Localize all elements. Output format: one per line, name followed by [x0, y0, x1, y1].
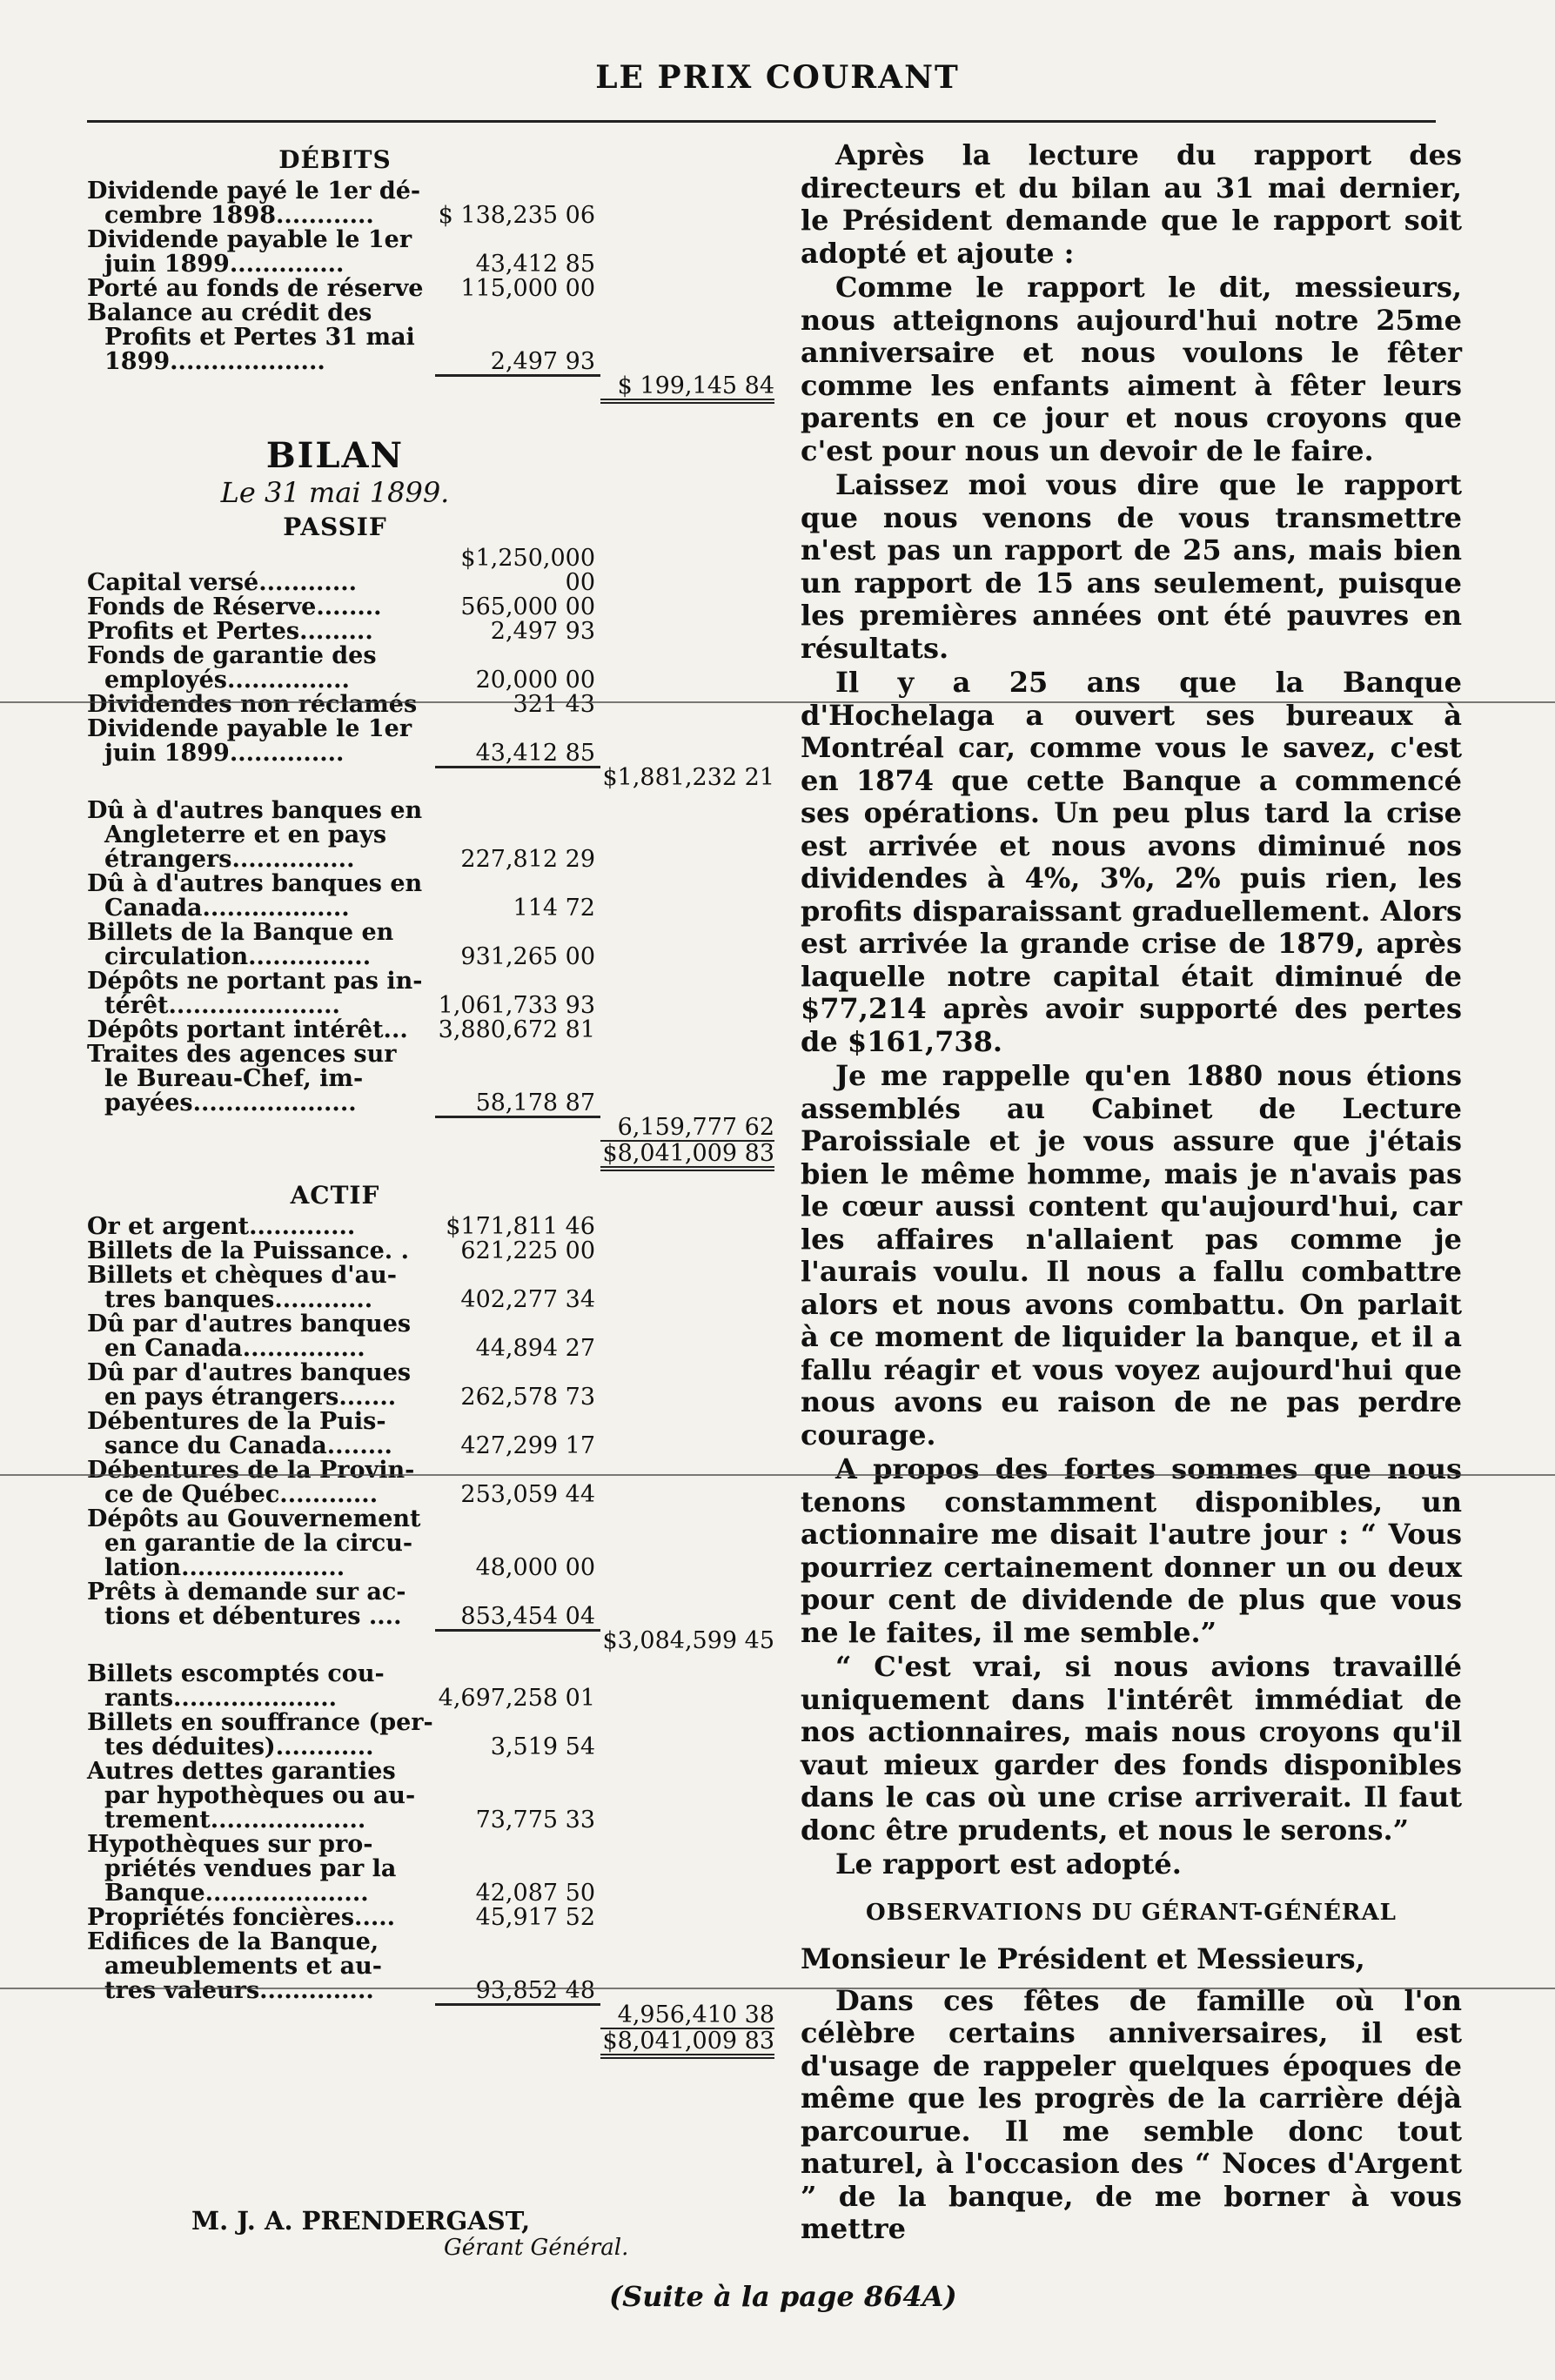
ledger-amount: 2,497 93 — [490, 348, 595, 375]
passif-table-2 — [87, 799, 783, 1116]
scan-fold-line — [0, 701, 1555, 703]
ledger-row — [87, 1215, 783, 1239]
ledger-row — [87, 1434, 783, 1458]
ledger-amount: 43,412 85 — [475, 251, 595, 278]
actif-double-rule — [87, 2054, 783, 2059]
report-paragraph: Après la lecture du rapport des directeurs et du bilan au 31 mai dernier, le Président demande que le rapport soit adopté et ajoute : — [801, 138, 1462, 270]
ledger-label: Fonds de Réserve........ — [87, 593, 382, 620]
ledger-row — [87, 741, 783, 766]
ledger-row — [87, 1043, 783, 1067]
ledger-amount: 3,519 54 — [490, 1733, 595, 1760]
ledger-row — [87, 1264, 783, 1288]
ledger-label: payées.................... — [104, 1089, 357, 1116]
ledger-amount: 853,454 04 — [460, 1603, 595, 1630]
ledger-label: Banque.................... — [104, 1880, 369, 1907]
ledger-label: Profits et Pertes 31 mai — [104, 324, 415, 351]
ledger-row — [87, 1580, 783, 1605]
ledger-label: juin 1899.............. — [104, 740, 345, 767]
ledger-row — [87, 848, 783, 872]
ledger-amount: 1,061,733 93 — [438, 992, 595, 1019]
ledger-row — [87, 1507, 783, 1532]
ledger-label: Billets de la Puissance. . — [87, 1237, 409, 1264]
closing-paragraph: Dans ces fêtes de famille où l'on célèbre certains anniversaires, il est d'usage de rappeler quelques époques de même que les progrès de la carrière déjà parcourue. Il me semble donc tout naturel, à l'occasion des “ Noces d'Argent ” de la banque, de me borner à vous mettre — [801, 1983, 1462, 2245]
debits-table — [87, 179, 783, 374]
passif-table-1 — [87, 546, 783, 766]
ledger-row — [87, 717, 783, 741]
ledger-label: Balance au crédit des — [87, 299, 372, 326]
ledger-label: Or et argent............. — [87, 1213, 356, 1240]
ledger-amount: 402,277 34 — [460, 1286, 595, 1313]
ledger-row — [87, 1605, 783, 1629]
bilan-date: Le 31 mai 1899. — [220, 476, 450, 509]
ledger-row — [87, 1662, 783, 1686]
ledger-label: Profits et Pertes......... — [87, 618, 373, 645]
ledger-amount: 114 72 — [513, 895, 595, 922]
ledger-label: sance du Canada........ — [104, 1432, 392, 1459]
ledger-label: ce de Québec............ — [104, 1481, 379, 1508]
text-column — [801, 139, 1462, 2248]
ledger-label: tes déduites)............ — [104, 1733, 374, 1760]
ledger-amount: 20,000 00 — [475, 667, 595, 694]
ledger-row — [87, 1091, 783, 1116]
ledger-label: Capital versé............ — [87, 569, 358, 596]
ledger-label: Débentures de la Provin- — [87, 1457, 415, 1484]
financial-statement-column — [87, 139, 783, 2059]
ledger-row — [87, 1288, 783, 1312]
ledger-row — [87, 1833, 783, 1857]
ledger-label: ameublements et au- — [104, 1953, 383, 1980]
salutation: Monsieur le Président et Messieurs, — [801, 1942, 1365, 1975]
ledger-row — [87, 1711, 783, 1735]
ledger-amount: 73,775 33 — [475, 1807, 595, 1834]
ledger-label: 1899................... — [104, 348, 325, 375]
passif-double-rule — [87, 1166, 783, 1171]
ledger-label: tres banques............ — [104, 1286, 373, 1313]
ledger-row — [87, 823, 783, 848]
ledger-label: par hypothèques ou au- — [104, 1782, 416, 1809]
ledger-label: Dépôts ne portant pas in- — [87, 968, 423, 995]
ledger-label: lation.................... — [104, 1554, 345, 1581]
ledger-row — [87, 546, 783, 595]
ledger-label: Dépôts au Gouvernement — [87, 1505, 421, 1532]
passif-subtotal-2-row — [87, 1116, 783, 1140]
ledger-row — [87, 994, 783, 1018]
passif-total-row — [87, 1140, 783, 1166]
report-paragraph: Je me rappelle qu'en 1880 nous étions assemblés au Cabinet de Lecture Paroissiale et je vous assure que j'étais bien le même homme, mais je n'avais pas le cœur aussi content qu'aujourd'hui, car les affaires n'allaient pas comme je l'aurais voulu. Il nous a fallu combattre alors et nous avons combattu. On parlait à ce moment de liquider la banque, et il a fallu réagir et vous voyez aujourd'hui que nous avons eu raison de ne pas perdre courage. — [801, 1059, 1462, 1451]
debits-double-rule — [87, 399, 783, 404]
ledger-amount: $1,250,000 00 — [460, 545, 595, 596]
ledger-amount: 3,880,672 81 — [438, 1016, 595, 1043]
debits-total: $ 199,145 84 — [617, 372, 774, 399]
ledger-label: Dû à d'autres banques en — [87, 797, 423, 824]
passif-subtotal-1-row — [87, 766, 783, 790]
ledger-amount: 4,697,258 01 — [438, 1685, 595, 1712]
ledger-row — [87, 301, 783, 325]
ledger-amount: 565,000 00 — [460, 593, 595, 620]
ledger-row — [87, 277, 783, 301]
passif-subtotal-1: $1,881,232 21 — [602, 764, 774, 791]
ledger-row — [87, 1784, 783, 1808]
ledger-row — [87, 1018, 783, 1043]
report-paragraph: A propos des fortes sommes que nous tenons constamment disponibles, un actionnaire me disait l'autre jour : “ Vous pourriez certainement donner un ou deux pour cent de dividende de plus que vous ne le faites, il me semble.” — [801, 1452, 1462, 1649]
actif-title: ACTIF — [290, 1181, 380, 1210]
ledger-row — [87, 644, 783, 668]
ledger-row — [87, 204, 783, 228]
ledger-label: Fonds de garantie des — [87, 642, 377, 669]
ledger-row — [87, 1760, 783, 1784]
header-rule — [87, 120, 1436, 123]
ledger-row — [87, 1808, 783, 1833]
ledger-row — [87, 1906, 783, 1930]
passif-subtotal-2: 6,159,777 62 — [617, 1114, 774, 1141]
ledger-label: en garantie de la circu- — [104, 1530, 413, 1557]
ledger-row — [87, 350, 783, 374]
ledger-amount: 93,852 48 — [475, 1977, 595, 2004]
ledger-label: rants.................... — [104, 1685, 338, 1712]
ledger-row — [87, 1954, 783, 1979]
ledger-row — [87, 1556, 783, 1580]
ledger-row — [87, 1857, 783, 1881]
ledger-row — [87, 945, 783, 969]
ledger-label: Prêts à demande sur ac- — [87, 1579, 406, 1606]
ledger-amount: $ 138,235 06 — [438, 202, 595, 229]
passif-total: $8,041,009 83 — [600, 1140, 774, 1166]
actif-subtotal-2-row — [87, 2003, 783, 2028]
scan-fold-line — [0, 1474, 1555, 1476]
ledger-label: Billets en souffrance (per- — [87, 1709, 433, 1736]
scan-fold-line — [0, 1988, 1555, 1989]
ledger-row — [87, 1361, 783, 1385]
actif-subtotal-2: 4,956,410 38 — [617, 2001, 774, 2028]
ledger-label: Dû par d'autres banques — [87, 1311, 412, 1337]
ledger-amount: $171,811 46 — [446, 1213, 595, 1240]
ledger-row — [87, 1239, 783, 1264]
ledger-label: Dépôts portant intérêt... — [87, 1016, 408, 1043]
actif-total: $8,041,009 83 — [600, 2028, 774, 2054]
ledger-row — [87, 921, 783, 945]
ledger-amount: 45,917 52 — [475, 1904, 595, 1931]
ledger-label: Dividendes non réclamés — [87, 691, 418, 718]
ledger-row — [87, 595, 783, 620]
ledger-row — [87, 1410, 783, 1434]
ledger-row — [87, 668, 783, 693]
ledger-label: Dividende payé le 1er dé- — [87, 178, 421, 204]
actif-subtotal-1-row — [87, 1629, 783, 1653]
ledger-label: Hypothèques sur pro- — [87, 1831, 373, 1858]
ledger-row — [87, 1735, 783, 1760]
passif-title: PASSIF — [283, 513, 387, 541]
ledger-label: térêt..................... — [104, 992, 340, 1019]
ledger-label: Billets escomptés cou- — [87, 1660, 385, 1687]
ledger-row — [87, 1979, 783, 2003]
ledger-amount: 43,412 85 — [475, 740, 595, 767]
ledger-row — [87, 1881, 783, 1906]
ledger-row — [87, 1067, 783, 1091]
ledger-label: en pays étrangers....... — [104, 1384, 397, 1411]
report-paragraphs — [801, 139, 1462, 1881]
ledger-label: Dû par d'autres banques — [87, 1359, 412, 1386]
bilan-title: BILAN — [265, 435, 405, 476]
ledger-label: trement................... — [104, 1807, 366, 1834]
ledger-row — [87, 1483, 783, 1507]
ledger-row — [87, 1686, 783, 1711]
report-paragraph: Il y a 25 ans que la Banque d'Hochelaga a ouvert ses bureaux à Montréal car, comme vous le savez, c'est en 1874 que cette Banque a commencé ses opérations. Un peu plus tard la crise est arrivée et nous avons diminué nos dividendes à 4%, 3%, 2% puis rien, les profits disparaissant graduellement. Alors est arrivée la grande crise de 1879, après laquelle notre capital était diminué de $77,214 après avoir supporté des pertes de $161,738. — [801, 666, 1462, 1058]
ledger-amount: 621,225 00 — [460, 1237, 595, 1264]
report-paragraph: Comme le rapport le dit, messieurs, nous atteignons aujourd'hui notre 25me anniversaire et nous voulons le fêter comme les enfants aiment à fêter leurs parents en ce jour et nous croyons que c'est pour nous un devoir de le faire. — [801, 271, 1462, 467]
report-paragraph: “ C'est vrai, si nous avions travaillé uniquement dans l'intérêt immédiat de nos actionnaires, mais nous croyons qu'il vaut mieux garder des fonds disponibles dans le cas où une crise arriverait. Il faut donc être prudents, et nous le serons.” — [801, 1650, 1462, 1847]
ledger-amount: 253,059 44 — [460, 1481, 595, 1508]
ledger-row — [87, 872, 783, 896]
ledger-amount: 48,000 00 — [475, 1554, 595, 1581]
ledger-label: le Bureau-Chef, im- — [104, 1065, 364, 1092]
ledger-row — [87, 252, 783, 277]
ledger-label: tres valeurs.............. — [104, 1977, 374, 2004]
ledger-amount: 42,087 50 — [475, 1880, 595, 1907]
ledger-label: priétés vendues par la — [104, 1855, 397, 1882]
ledger-label: tions et débentures .... — [104, 1603, 402, 1630]
ledger-amount: 227,812 29 — [460, 846, 595, 873]
ledger-label: Canada.................. — [104, 895, 350, 922]
report-paragraph: Laissez moi vous dire que le rapport que nous venons de vous transmettre n'est pas un rapport de 25 ans, mais bien un rapport de 15 ans seulement, puisque les premières années ont été pauvres en résultats. — [801, 468, 1462, 665]
ledger-amount: 2,497 93 — [490, 618, 595, 645]
ledger-amount: 321 43 — [513, 691, 595, 718]
ledger-label: circulation............... — [104, 943, 372, 970]
ledger-row — [87, 620, 783, 644]
ledger-label: Débentures de la Puis- — [87, 1408, 386, 1435]
ledger-row — [87, 969, 783, 994]
continuation-note: (Suite à la page 864A) — [609, 2280, 957, 2313]
ledger-row — [87, 693, 783, 717]
signature-name: M. J. A. PRENDERGAST, — [191, 2206, 531, 2236]
ledger-row — [87, 325, 783, 350]
actif-table-1 — [87, 1215, 783, 1629]
ledger-label: étrangers............... — [104, 846, 355, 873]
ledger-row — [87, 1312, 783, 1337]
ledger-row — [87, 799, 783, 823]
ledger-label: Edifices de la Banque, — [87, 1928, 379, 1955]
ledger-row — [87, 896, 783, 921]
ledger-label: Traites des agences sur — [87, 1041, 397, 1068]
ledger-amount: 427,299 17 — [460, 1432, 595, 1459]
actif-total-row — [87, 2028, 783, 2054]
ledger-label: Billets et chèques d'au- — [87, 1262, 397, 1289]
ledger-amount: 262,578 73 — [460, 1384, 595, 1411]
ledger-label: Autres dettes garanties — [87, 1758, 396, 1785]
ledger-row — [87, 1458, 783, 1483]
ledger-label: Angleterre et en pays — [104, 821, 387, 848]
ledger-label: Dû à d'autres banques en — [87, 870, 423, 897]
signature-role: Gérant Général. — [444, 2235, 629, 2261]
ledger-label: Propriétés foncières..... — [87, 1904, 396, 1931]
ledger-amount: 931,265 00 — [460, 943, 595, 970]
ledger-label: cembre 1898............ — [104, 202, 374, 229]
ledger-amount: 44,894 27 — [475, 1335, 595, 1362]
ledger-label: en Canada............... — [104, 1335, 365, 1362]
ledger-row — [87, 1385, 783, 1410]
debits-title: DÉBITS — [278, 145, 392, 174]
debits-total-row — [87, 374, 783, 399]
ledger-label: Dividende payable le 1er — [87, 226, 412, 253]
ledger-label: juin 1899.............. — [104, 251, 345, 278]
actif-table-2 — [87, 1662, 783, 2003]
ledger-row — [87, 1532, 783, 1556]
ledger-label: Billets de la Banque en — [87, 919, 394, 946]
page-header: LE PRIX COURANT — [595, 59, 960, 96]
ledger-label: employés............... — [104, 667, 350, 694]
ledger-row — [87, 1337, 783, 1361]
observations-title: OBSERVATIONS DU GÉRANT-GÉNÉRAL — [866, 1899, 1397, 1926]
actif-subtotal-1: $3,084,599 45 — [602, 1627, 774, 1654]
ledger-label: Dividende payable le 1er — [87, 715, 412, 742]
ledger-row — [87, 1930, 783, 1954]
ledger-amount: 58,178 87 — [475, 1089, 595, 1116]
ledger-amount: 115,000 00 — [460, 275, 595, 302]
ledger-row — [87, 179, 783, 204]
ledger-label: Porté au fonds de réserve — [87, 275, 424, 302]
ledger-row — [87, 228, 783, 252]
report-paragraph: Le rapport est adopté. — [835, 1847, 1182, 1881]
